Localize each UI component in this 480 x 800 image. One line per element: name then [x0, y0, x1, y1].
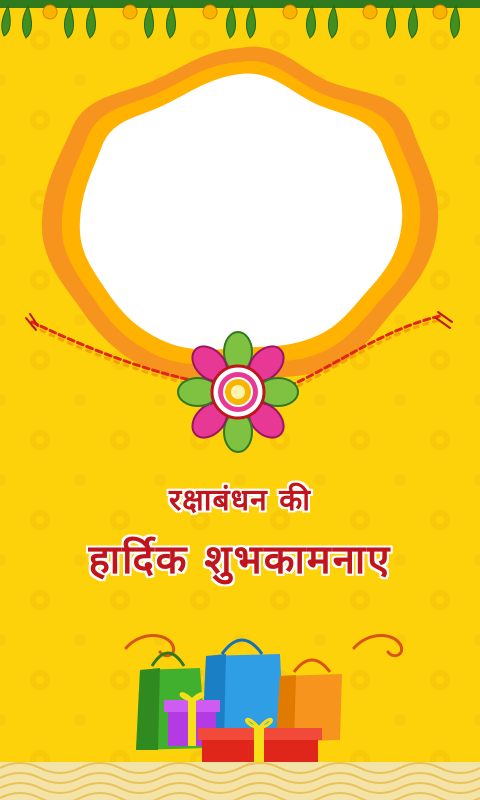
greeting-line-1: रक्षाबंधन की: [168, 483, 312, 518]
rakhi-flower-icon: [178, 332, 298, 452]
bottom-rope-border: [0, 762, 480, 800]
greeting-line-2: हार्दिक शुभकामनाए: [88, 537, 392, 583]
